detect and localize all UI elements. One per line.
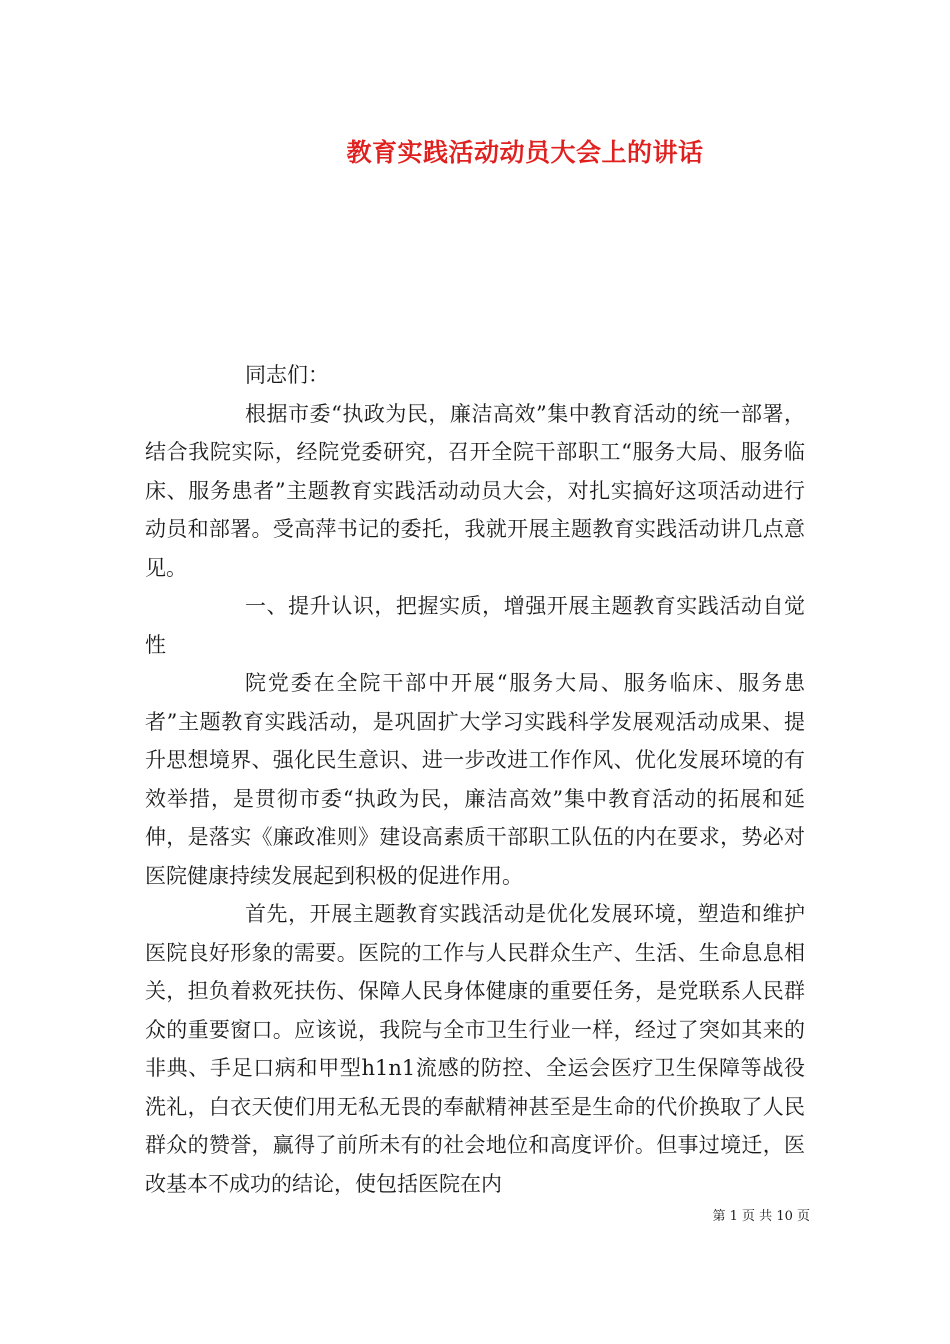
paragraph-firstly: 首先，开展主题教育实践活动是优化发展环境，塑造和维护医院良好形象的需要。医院的工作与人民群众生产、生活、生命息息相关，担负着救死扶伤、保障人民身体健康的重要任务，是党联系人民群众的重要窗口。应该说，我院与全市卫生行业一样，经过了突如其来的非典、手足口病和甲型h1n1流感的防控、全运会医疗卫生保障等战役洗礼，白衣天使们用无私无畏的奉献精神甚至是生命的代价换取了人民群众的赞誉，赢得了前所未有的社会地位和高度评价。但事过境迁，医改基本不成功的结论，使包括医院在内: [145, 902, 805, 1196]
salutation: 同志们：: [245, 363, 329, 387]
page-number: 第 1 页 共 10 页: [712, 1209, 810, 1224]
paragraph-section-1: 院党委在全院干部中开展“服务大局、服务临床、服务患者”主题教育实践活动，是巩固扩大学习实践科学发展观活动成果、提升思想境界、强化民生意识、进一步改进工作作风、优化发展环境的有效举措，是贯彻市委“执政为民，廉洁高效”集中教育活动的拓展和延伸，是落实《廉政准则》建设高素质干部职工队伍的内在要求，势必对医院健康持续发展起到积极的促进作用。: [145, 671, 805, 888]
document-body: [145, 356, 805, 1203]
section-heading-1: 一、提升认识，把握实质，增强开展主题教育实践活动自觉性: [145, 594, 805, 657]
document-title: 教育实践活动动员大会上的讲话: [346, 138, 704, 167]
paragraph-intro: 根据市委“执政为民，廉洁高效”集中教育活动的统一部署，结合我院实际，经院党委研究，召开全院干部职工“服务大局、服务临床、服务患者”主题教育实践活动动员大会，对扎实搞好这项活动进行动员和部署。受高萍书记的委托，我就开展主题教育实践活动讲几点意见。: [145, 401, 805, 580]
